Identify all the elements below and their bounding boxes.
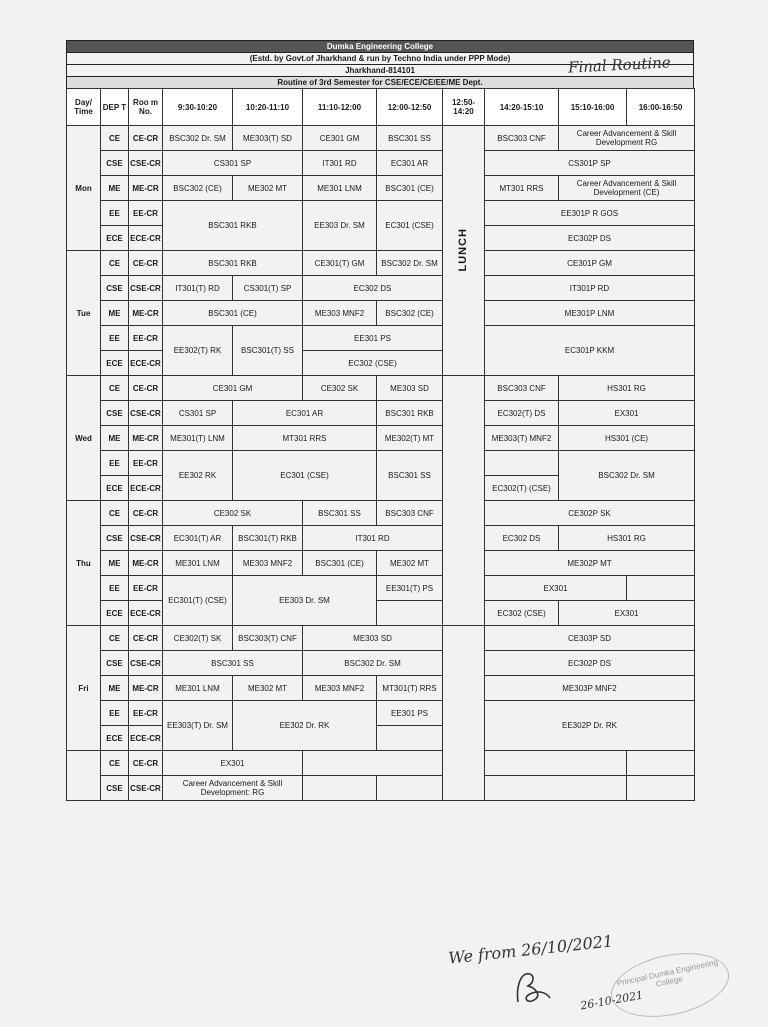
lunch-gap — [443, 626, 485, 801]
class-cell: HS301 RG — [559, 526, 695, 551]
class-cell: ME303 SD — [303, 626, 443, 651]
class-cell: BSC301 SS — [377, 126, 443, 151]
class-cell: ME301P LNM — [485, 301, 695, 326]
class-cell: CE303P SD — [485, 626, 695, 651]
class-cell: CS301P SP — [485, 151, 695, 176]
class-cell: CS301 SP — [163, 151, 303, 176]
class-cell: BSC301 (CE) — [303, 551, 377, 576]
class-cell: EC302 (CSE) — [485, 601, 559, 626]
table-row — [67, 176, 695, 201]
dept-cell: ME — [101, 176, 129, 201]
dept-cell: ECE — [101, 726, 129, 751]
dept-cell: ME — [101, 426, 129, 451]
room-cell: ECE-CR — [129, 351, 163, 376]
day-mon: Mon — [67, 126, 101, 251]
day-fri: Fri — [67, 626, 101, 751]
signature-icon — [512, 968, 556, 1008]
col-day: Day/ Time — [67, 89, 101, 126]
class-cell: EC301 AR — [377, 151, 443, 176]
class-cell: EE301(T) PS — [377, 576, 443, 601]
room-cell: ME-CR — [129, 551, 163, 576]
table-row — [67, 301, 695, 326]
dept-cell: CE — [101, 251, 129, 276]
room-cell: EE-CR — [129, 326, 163, 351]
room-cell: ECE-CR — [129, 726, 163, 751]
table-row — [67, 776, 695, 801]
col-slot: 12:00-12:50 — [377, 89, 443, 126]
room-cell: CSE-CR — [129, 526, 163, 551]
class-cell: EC302P DS — [485, 226, 695, 251]
class-cell: ME302(T) MT — [377, 426, 443, 451]
col-slot: 9:30-10:20 — [163, 89, 233, 126]
dept-cell: CE — [101, 501, 129, 526]
col-slot: 10:20-11:10 — [233, 89, 303, 126]
signature-date: 26-10-2021 — [579, 988, 645, 1013]
room-cell: EE-CR — [129, 451, 163, 476]
empty-cell — [485, 776, 627, 801]
table-row — [67, 501, 695, 526]
table-row — [67, 426, 695, 451]
class-cell: ME301(T) LNM — [163, 426, 233, 451]
class-cell: ME303 MNF2 — [233, 551, 303, 576]
day-tue: Tue — [67, 251, 101, 376]
class-cell: CE302 SK — [163, 501, 303, 526]
class-cell: BSC301 (CE) — [163, 301, 303, 326]
dept-cell: ME — [101, 301, 129, 326]
estd-line: (Estd. by Govt.of Jharkhand & run by Techno India under PPP Mode) — [67, 53, 693, 65]
class-cell: EC301 (CSE) — [377, 201, 443, 251]
class-cell: EE301 PS — [303, 326, 443, 351]
class-cell: CE301(T) GM — [303, 251, 377, 276]
class-cell: Career Advancement & Skill Development: RG — [163, 776, 303, 801]
dept-cell: ECE — [101, 476, 129, 501]
class-cell: IT301 RD — [303, 151, 377, 176]
col-room: Roo m No. — [129, 89, 163, 126]
class-cell: EC301(T) (CSE) — [163, 576, 233, 626]
empty-cell — [627, 751, 695, 776]
class-cell: ME301 LNM — [303, 176, 377, 201]
header-row — [67, 89, 695, 126]
class-cell: CS301 SP — [163, 401, 233, 426]
class-cell: EC301 (CSE) — [233, 451, 377, 501]
class-cell: ME302 MT — [233, 676, 303, 701]
class-cell: IT301 RD — [303, 526, 443, 551]
class-cell: BSC301 SS — [163, 651, 303, 676]
class-cell: HS301 RG — [559, 376, 695, 401]
table-row — [67, 576, 695, 601]
class-cell: EC302(T) (CSE) — [485, 476, 559, 501]
room-cell: CSE-CR — [129, 276, 163, 301]
lunch-cell — [443, 126, 485, 376]
class-cell: BSC301 SS — [303, 501, 377, 526]
dept-cell: ME — [101, 551, 129, 576]
class-cell: BSC303 CNF — [485, 126, 559, 151]
class-cell: CE302 SK — [303, 376, 377, 401]
table-row — [67, 126, 695, 151]
room-cell: CE-CR — [129, 376, 163, 401]
room-cell: ECE-CR — [129, 476, 163, 501]
class-cell: BSC301(T) SS — [233, 326, 303, 376]
class-cell: EE302(T) RK — [163, 326, 233, 376]
class-cell: CE301 GM — [303, 126, 377, 151]
class-cell: BSC301 RKB — [163, 251, 303, 276]
dept-cell: CSE — [101, 401, 129, 426]
empty-cell — [303, 776, 377, 801]
room-cell: ECE-CR — [129, 226, 163, 251]
room-cell: ME-CR — [129, 176, 163, 201]
class-cell: IT301P RD — [485, 276, 695, 301]
table-row — [67, 401, 695, 426]
class-cell: ME302 MT — [233, 176, 303, 201]
empty-cell — [377, 726, 443, 751]
class-cell: EC302P DS — [485, 651, 695, 676]
timetable — [66, 88, 695, 801]
dept-cell: EE — [101, 576, 129, 601]
empty-cell — [485, 451, 559, 476]
dept-cell: CSE — [101, 651, 129, 676]
class-cell: ME303(T) MNF2 — [485, 426, 559, 451]
class-cell: EE302 Dr. RK — [233, 701, 377, 751]
class-cell: CE301 GM — [163, 376, 303, 401]
room-cell: ECE-CR — [129, 601, 163, 626]
col-slot: 16:00-16:50 — [627, 89, 695, 126]
dept-cell: EE — [101, 201, 129, 226]
class-cell: ME302P MT — [485, 551, 695, 576]
empty-cell — [627, 776, 695, 801]
class-cell: BSC301 RKB — [377, 401, 443, 426]
class-cell: BSC303(T) CNF — [233, 626, 303, 651]
room-cell: ME-CR — [129, 301, 163, 326]
class-cell: BSC301 RKB — [163, 201, 303, 251]
routine-title: Routine of 3rd Semester for CSE/ECE/CE/EE/ME Dept. — [67, 77, 693, 88]
day-wed: Wed — [67, 376, 101, 501]
class-cell: CE302(T) SK — [163, 626, 233, 651]
class-cell: ME303P MNF2 — [485, 676, 695, 701]
class-cell: BSC302 (CE) — [163, 176, 233, 201]
room-cell: EE-CR — [129, 576, 163, 601]
class-cell: MT301(T) RRS — [377, 676, 443, 701]
with-effect-from-note: We from 26/10/2021 — [447, 931, 614, 968]
class-cell: Career Advancement & Skill Development (CE) — [559, 176, 695, 201]
location-line: Jharkhand-814101 — [67, 65, 693, 77]
dept-cell: CE — [101, 626, 129, 651]
routine-sheet — [66, 40, 694, 801]
empty-cell — [485, 751, 627, 776]
lunch-label: LUNCH — [457, 227, 469, 272]
class-cell: IT301(T) RD — [163, 276, 233, 301]
col-slot: 15:10-16:00 — [559, 89, 627, 126]
class-cell: EC302 DS — [485, 526, 559, 551]
room-cell: ME-CR — [129, 426, 163, 451]
empty-cell — [377, 601, 443, 626]
dept-cell: CE — [101, 751, 129, 776]
table-row — [67, 651, 695, 676]
col-slot: 11:10-12:00 — [303, 89, 377, 126]
dept-cell: CSE — [101, 776, 129, 801]
room-cell: CE-CR — [129, 626, 163, 651]
room-cell: CE-CR — [129, 501, 163, 526]
dept-cell: CE — [101, 126, 129, 151]
dept-cell: EE — [101, 326, 129, 351]
table-row — [67, 326, 695, 351]
class-cell: BSC302 Dr. SM — [377, 251, 443, 276]
room-cell: CSE-CR — [129, 401, 163, 426]
table-row — [67, 376, 695, 401]
class-cell: EX301 — [559, 601, 695, 626]
room-cell: EE-CR — [129, 701, 163, 726]
class-cell: EE302P Dr. RK — [485, 701, 695, 751]
table-row — [67, 751, 695, 776]
col-dept: DEP T — [101, 89, 129, 126]
table-row — [67, 201, 695, 226]
table-row — [67, 676, 695, 701]
class-cell: CE302P SK — [485, 501, 695, 526]
class-cell: EX301 — [559, 401, 695, 426]
class-cell: BSC302 Dr. SM — [303, 651, 443, 676]
class-cell: BSC302 Dr. SM — [559, 451, 695, 501]
class-cell: EX301 — [163, 751, 303, 776]
table-row — [67, 601, 695, 626]
class-cell: EC302(T) DS — [485, 401, 559, 426]
room-cell: EE-CR — [129, 201, 163, 226]
class-cell: CE301P GM — [485, 251, 695, 276]
class-cell: BSC301 SS — [377, 451, 443, 501]
class-cell: ME301 LNM — [163, 676, 233, 701]
class-cell: CS301(T) SP — [233, 276, 303, 301]
table-row — [67, 276, 695, 301]
class-cell: EE303 Dr. SM — [233, 576, 377, 626]
class-cell: ME302 MT — [377, 551, 443, 576]
dept-cell: ME — [101, 676, 129, 701]
table-row — [67, 151, 695, 176]
room-cell: CSE-CR — [129, 776, 163, 801]
dept-cell: CSE — [101, 276, 129, 301]
table-row — [67, 251, 695, 276]
class-cell: ME301 LNM — [163, 551, 233, 576]
class-cell: MT301 RRS — [485, 176, 559, 201]
table-row — [67, 701, 695, 726]
col-slot: 14:20-15:10 — [485, 89, 559, 126]
class-cell: EE303(T) Dr. SM — [163, 701, 233, 751]
room-cell: CE-CR — [129, 751, 163, 776]
table-row — [67, 451, 695, 476]
dept-cell: CSE — [101, 151, 129, 176]
table-row — [67, 551, 695, 576]
class-cell: HS301 (CE) — [559, 426, 695, 451]
class-cell: EC301P KKM — [485, 326, 695, 376]
class-cell: ME303 MNF2 — [303, 301, 377, 326]
dept-cell: ECE — [101, 601, 129, 626]
class-cell: EC301(T) AR — [163, 526, 233, 551]
class-cell: EE301 PS — [377, 701, 443, 726]
class-cell: ME303(T) SD — [233, 126, 303, 151]
class-cell: BSC301(T) RKB — [233, 526, 303, 551]
room-cell: ME-CR — [129, 676, 163, 701]
class-cell: BSC302 Dr. SM — [163, 126, 233, 151]
class-cell: BSC303 CNF — [377, 501, 443, 526]
class-cell: Career Advancement & Skill Development RG — [559, 126, 695, 151]
class-cell: ME303 SD — [377, 376, 443, 401]
room-cell: CSE-CR — [129, 651, 163, 676]
dept-cell: ECE — [101, 226, 129, 251]
principal-stamp: Principal Dumka Engineering College — [605, 943, 735, 1027]
college-name: Dumka Engineering College — [67, 41, 693, 53]
class-cell: EX301 — [485, 576, 627, 601]
class-cell: EE302 RK — [163, 451, 233, 501]
class-cell: EC302 DS — [303, 276, 443, 301]
day-sat — [67, 751, 101, 801]
table-row — [67, 526, 695, 551]
class-cell: BSC301 (CE) — [377, 176, 443, 201]
class-cell: BSC302 (CE) — [377, 301, 443, 326]
final-routine-annotation: Final Routine — [567, 53, 672, 77]
col-slot-lunch: 12:50-14:20 — [443, 89, 485, 126]
empty-cell — [303, 751, 443, 776]
empty-cell — [627, 576, 695, 601]
class-cell: EE301P R GOS — [485, 201, 695, 226]
room-cell: CE-CR — [129, 251, 163, 276]
class-cell: MT301 RRS — [233, 426, 377, 451]
dept-cell: EE — [101, 701, 129, 726]
dept-cell: CE — [101, 376, 129, 401]
class-cell: EE303 Dr. SM — [303, 201, 377, 251]
class-cell: ME303 MNF2 — [303, 676, 377, 701]
room-cell: CE-CR — [129, 126, 163, 151]
dept-cell: EE — [101, 451, 129, 476]
room-cell: CSE-CR — [129, 151, 163, 176]
class-cell: EC302 (CSE) — [303, 351, 443, 376]
class-cell: EC301 AR — [233, 401, 377, 426]
dept-cell: ECE — [101, 351, 129, 376]
table-row — [67, 626, 695, 651]
empty-cell — [377, 776, 443, 801]
lunch-gap — [443, 376, 485, 626]
day-thu: Thu — [67, 501, 101, 626]
dept-cell: CSE — [101, 526, 129, 551]
class-cell: BSC303 CNF — [485, 376, 559, 401]
